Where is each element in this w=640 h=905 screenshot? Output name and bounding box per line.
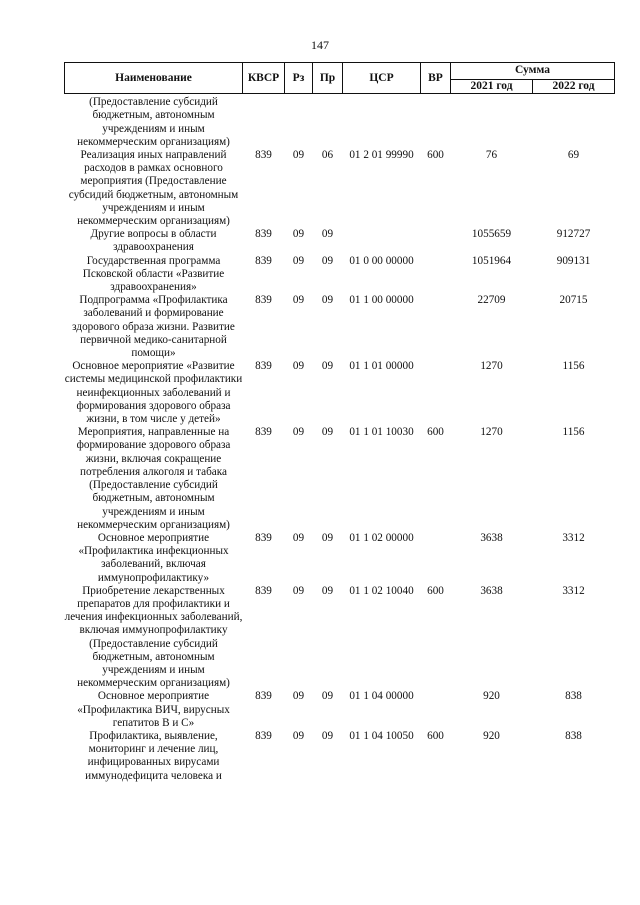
cell-rz: 09 xyxy=(292,729,305,742)
page-number: 147 xyxy=(311,38,329,52)
cell-rz: 09 xyxy=(292,426,305,439)
table-body xyxy=(65,94,615,783)
cell-pr: 06 xyxy=(321,149,334,162)
cell-kvsr: 839 xyxy=(255,690,272,703)
cell-pr: 09 xyxy=(321,584,334,597)
table-row xyxy=(65,360,615,426)
cell-2022: 69 xyxy=(567,149,580,162)
cell-csr: 01 1 02 00000 xyxy=(349,531,414,544)
table-row xyxy=(65,228,615,254)
cell-kvsr: 839 xyxy=(255,531,272,544)
cell-kvsr: 839 xyxy=(255,294,272,307)
cell-2021: 76 xyxy=(485,149,498,162)
cell-rz: 09 xyxy=(292,584,305,597)
cell-pr: 09 xyxy=(321,228,334,241)
cell-2022: 838 xyxy=(565,690,582,703)
cell-2021: 3638 xyxy=(480,584,503,597)
cell-pr: 09 xyxy=(321,294,334,307)
cell-pr xyxy=(313,94,343,149)
cell-2021: 920 xyxy=(483,690,500,703)
cell-vr: 600 xyxy=(427,426,444,439)
cell-csr xyxy=(343,94,421,149)
cell-2021: 22709 xyxy=(477,294,506,307)
cell-vr xyxy=(421,294,451,360)
table-row xyxy=(65,585,615,691)
cell-rz: 09 xyxy=(292,531,305,544)
cell-name: Основное мероприятие «Профилактика инфекционных заболеваний, включая иммунопрофилактику» xyxy=(78,531,229,584)
cell-vr xyxy=(421,690,451,730)
cell-vr xyxy=(421,532,451,585)
cell-rz: 09 xyxy=(292,149,305,162)
cell-kvsr: 839 xyxy=(255,426,272,439)
cell-rz xyxy=(285,94,313,149)
cell-2022: 912727 xyxy=(556,228,591,241)
cell-name: Основное мероприятие «Развитие системы медицинской профилактики неинфекционных заболеваний и формирования здорового образа жизни, в том числе у детей» xyxy=(64,360,243,426)
table-row xyxy=(65,294,615,360)
cell-2022: 838 xyxy=(565,729,582,742)
header-name: Наименование xyxy=(65,63,243,94)
cell-2021: 3638 xyxy=(480,531,503,544)
cell-vr xyxy=(421,94,451,149)
table-row xyxy=(65,730,615,783)
cell-pr: 09 xyxy=(321,531,334,544)
cell-kvsr: 839 xyxy=(255,729,272,742)
cell-rz: 09 xyxy=(292,254,305,267)
cell-name: Реализация иных направлений расходов в рамках основного мероприятия (Предоставление субсидий бюджетным, автономным учреждениям и иным некоммерческим организациям) xyxy=(68,149,239,228)
cell-name: Подпрограмма «Профилактика заболеваний и формирование здорового образа жизни. Развитие первичной медико-санитарной помощи» xyxy=(72,294,235,360)
cell-pr: 09 xyxy=(321,690,334,703)
cell-2021: 1270 xyxy=(480,360,503,373)
budget-table xyxy=(64,62,615,783)
header-pr: Пр xyxy=(313,63,343,94)
cell-csr: 01 1 01 00000 xyxy=(349,360,414,373)
cell-2022: 1156 xyxy=(562,360,585,373)
cell-vr: 600 xyxy=(427,584,444,597)
cell-2021: 920 xyxy=(483,729,500,742)
cell-csr: 01 0 00 00000 xyxy=(349,254,414,267)
table-row xyxy=(65,255,615,295)
cell-name: Профилактика, выявление, мониторинг и лечение лиц, инфицированных вирусами иммунодефицита человека и xyxy=(85,729,222,782)
cell-name: (Предоставление субсидий бюджетным, автономным учреждениям и иным некоммерческим организациям) xyxy=(77,96,230,148)
header-vr: ВР xyxy=(421,63,451,94)
cell-name: Другие вопросы в области здравоохранения xyxy=(90,228,217,254)
table-row xyxy=(65,94,615,149)
cell-name: Приобретение лекарственных препаратов для профилактики и лечения инфекционных заболеваний, включая иммунопрофилактику (Предоставление субсидий бюджетным, автономным учреждениям и иным некоммерческим организациям) xyxy=(64,584,243,690)
header-kvsr: КВСР xyxy=(243,63,285,94)
cell-csr: 01 2 01 99990 xyxy=(349,149,414,162)
cell-2022: 1156 xyxy=(562,426,585,439)
cell-pr: 09 xyxy=(321,254,334,267)
cell-2022: 909131 xyxy=(556,254,591,267)
cell-2022: 20715 xyxy=(559,294,588,307)
cell-2022 xyxy=(533,94,615,149)
cell-2021: 1055659 xyxy=(471,228,512,241)
cell-2022: 3312 xyxy=(562,531,585,544)
header-csr: ЦСР xyxy=(343,63,421,94)
cell-2021 xyxy=(451,94,533,149)
cell-2021: 1051964 xyxy=(471,254,512,267)
cell-2022: 3312 xyxy=(562,584,585,597)
cell-vr xyxy=(421,255,451,295)
cell-kvsr: 839 xyxy=(255,360,272,373)
cell-rz: 09 xyxy=(292,360,305,373)
cell-name: Государственная программа Псковской области «Развитие здравоохранения» xyxy=(82,254,225,294)
cell-name: Мероприятия, направленные на формирование здорового образа жизни, включая сокращение потребления алкоголя и табака (Предоставление субсидий бюджетным, автономным учреждениям и иным некоммерческим организациям) xyxy=(76,426,231,531)
cell-vr xyxy=(421,360,451,426)
table-row xyxy=(65,426,615,532)
cell-rz: 09 xyxy=(292,294,305,307)
header-rz: Рз xyxy=(285,63,313,94)
cell-csr: 01 1 02 10040 xyxy=(349,584,414,597)
header-year-2021: 2021 год xyxy=(451,80,533,94)
cell-kvsr: 839 xyxy=(255,149,272,162)
cell-pr: 09 xyxy=(321,729,334,742)
cell-kvsr: 839 xyxy=(255,228,272,241)
cell-kvsr: 839 xyxy=(255,254,272,267)
cell-pr: 09 xyxy=(321,360,334,373)
header-sum: Сумма xyxy=(451,63,615,80)
table-row xyxy=(65,690,615,730)
cell-2021: 1270 xyxy=(480,426,503,439)
cell-csr: 01 1 01 10030 xyxy=(349,426,414,439)
cell-vr: 600 xyxy=(427,149,444,162)
header-year-2022: 2022 год xyxy=(533,80,615,94)
cell-kvsr xyxy=(243,94,285,149)
cell-vr: 600 xyxy=(427,729,444,742)
cell-vr xyxy=(421,228,451,254)
cell-csr: 01 1 04 10050 xyxy=(349,729,414,742)
cell-kvsr: 839 xyxy=(255,584,272,597)
cell-rz: 09 xyxy=(292,690,305,703)
cell-csr: 01 1 00 00000 xyxy=(349,294,414,307)
cell-csr xyxy=(343,228,421,254)
table-row xyxy=(65,149,615,228)
table-row xyxy=(65,532,615,585)
cell-rz: 09 xyxy=(292,228,305,241)
cell-csr: 01 1 04 00000 xyxy=(349,690,414,703)
cell-name: Основное мероприятие «Профилактика ВИЧ, вирусных гепатитов В и С» xyxy=(77,690,230,729)
cell-pr: 09 xyxy=(321,426,334,439)
